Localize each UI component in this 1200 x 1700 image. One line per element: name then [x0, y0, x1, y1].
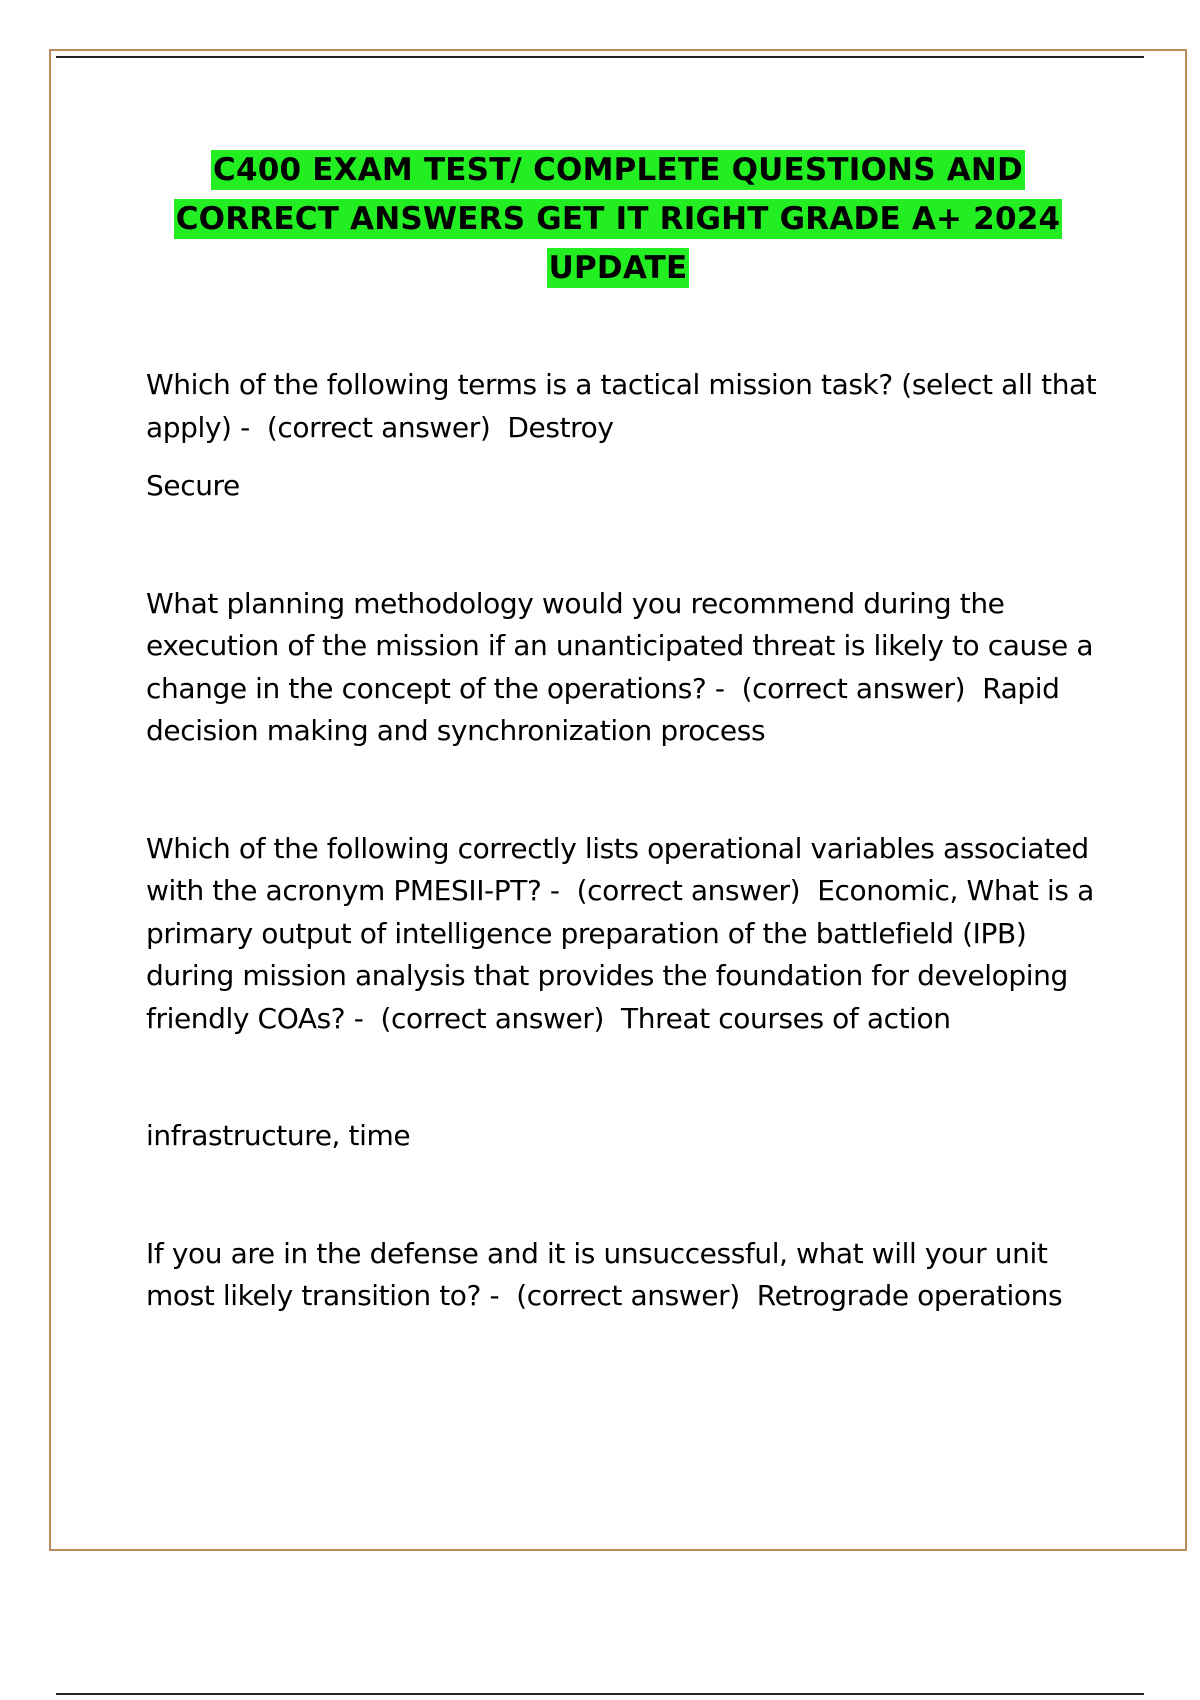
answer-continuation: infrastructure, time: [146, 1119, 411, 1152]
correct-answer-tag: (correct answer): [741, 671, 966, 705]
correct-answer-tag: (correct answer): [516, 1279, 740, 1312]
qa-item-4: [146, 1233, 1106, 1318]
correct-answer-tag: (correct answer): [576, 874, 801, 907]
qa-item-2: [146, 583, 1106, 753]
answer-continuation: Secure: [146, 469, 240, 502]
question-text: Which of the following terms is a tactical mission task? (select all that apply) -: [146, 368, 1097, 444]
title-line-1: C400 EXAM TEST/ COMPLETE QUESTIONS AND: [213, 152, 1023, 188]
bottom-rule: [56, 1693, 1144, 1695]
answer-text: Economic, What is a primary output of intelligence preparation of the battlefield (IPB) during mission analysis that provides the foundation for developing friendly COAs? -: [146, 874, 1094, 1035]
answer-text: Retrograde operations: [756, 1279, 1063, 1312]
answer-text: Rapid decision making and synchronization process: [146, 671, 1060, 747]
correct-answer-tag: (correct answer): [266, 410, 491, 444]
document-title: [100, 146, 1136, 293]
question-text: Which of the following correctly lists operational variables associated with the acronym PMESII-PT? -: [146, 831, 1089, 907]
title-line-2: CORRECT ANSWERS GET IT RIGHT GRADE A+ 2024: [175, 201, 1061, 237]
answer-text: Destroy: [507, 410, 614, 444]
top-rule: [56, 56, 1144, 58]
answer-text: Threat courses of action: [621, 1001, 951, 1035]
qa-item-3: [146, 828, 1106, 1041]
qa-item-1: [146, 364, 1106, 449]
qa-content: [146, 364, 1106, 1318]
question-text: What planning methodology would you recommend during the execution of the mission if an unanticipated threat is likely to cause a change in the concept of the operations? -: [146, 586, 1094, 705]
question-text: If you are in the defense and it is unsuccessful, what will your unit most likely transition to? -: [146, 1236, 1048, 1312]
correct-answer-tag: (correct answer): [380, 1001, 605, 1035]
title-line-3: UPDATE: [548, 250, 688, 286]
